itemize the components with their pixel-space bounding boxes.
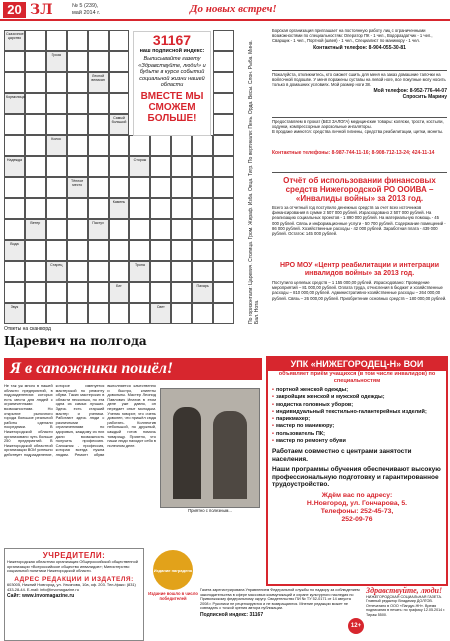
scanword-answer-cell[interactable] — [25, 51, 46, 72]
finance-report-body: Всего за отчетный год поступило денежных средств за счет всех источников финансирования в сумме 2 507 000 рублей. Израсходовано 2 507 000 рублей. На реализацию социальных проектов - 1 890 000 рублей. На материальную помощь - 45 000 рублей. Связь и информационные услуги - 50 700 рублей. Содержание помещений - 86 000 рублей. Хозяйственные расходы - 42 000 рублей. Заработная плата - 439 000 рублей. Остаток: 145 000 рублей. — [272, 205, 446, 237]
subscription-promo — [133, 31, 211, 136]
upk-subtitle: объявляет приём учащихся (в том числе инвалидов) по специальностям — [278, 371, 436, 384]
scanword-answer-cell[interactable] — [171, 240, 192, 261]
scanword-answer-cell[interactable] — [213, 72, 234, 93]
registration-info — [200, 588, 360, 618]
scanword-clue-cell: Гроза — [46, 51, 67, 72]
scanword-answer-cell[interactable] — [192, 198, 213, 219]
upk-contact-1: Ждём вас по адресу: — [321, 491, 393, 499]
scanword-answer-cell[interactable] — [88, 51, 109, 72]
job-notice-phone: Контактный телефон: 8-904-055-30-81 — [313, 44, 406, 51]
article-photo — [160, 388, 260, 508]
upk-contact-3: Телефоны: 252-45-73, — [320, 507, 394, 515]
upk-specialty-item: • мастер по маникюру; — [272, 423, 446, 430]
scanword-answer-cell[interactable] — [192, 219, 213, 240]
scanword-clue-cell: Тёплое место — [67, 177, 88, 198]
scanword-answer-cell[interactable] — [129, 282, 150, 303]
scanword-answer-cell[interactable] — [88, 135, 109, 156]
scanword-answer-cell[interactable] — [171, 177, 192, 198]
scanword-answer-cell[interactable] — [88, 198, 109, 219]
scanword-answer-cell[interactable] — [67, 156, 88, 177]
npo-report-body: Поступило целевых средств – 1 155 000,00 рублей. Израсходовано: Проведение мероприятий – 81 000,00 рублей. Оплата труда, отчисления в бюджет и хозяйственные расходы – 810 000,00 рублей. Административно-хозяйственные расходы – 264 000,00 рублей. Связь – 26 000,00 рублей. Приобретение основных средств – 180 000,00 рублей. — [272, 280, 447, 301]
scanword-answer-cell[interactable] — [46, 303, 67, 324]
scanword-answer-cell[interactable] — [67, 303, 88, 324]
photo-person-1 — [173, 407, 201, 499]
request-notice-text: Пожалуйста, откликнитесь, кто сможет сшить для меня на заказ домашние тапочки на войлочной подошве. У меня поражены суставы на левой ноге, все покупные могу носить только в домашних условиях. Мой размер ноги 38. — [272, 72, 446, 88]
divider — [272, 172, 447, 173]
scanword-answer-cell[interactable] — [88, 93, 109, 114]
upk-para-1: Работаем совместно с центрами занятости населения. — [272, 448, 412, 463]
scanword-answer-cell[interactable] — [4, 135, 25, 156]
scanword-answer-cell[interactable] — [4, 219, 25, 240]
scanword-answer-cell[interactable] — [67, 261, 88, 282]
scanword-answer-cell[interactable] — [192, 303, 213, 324]
scanword-answer-cell[interactable] — [171, 156, 192, 177]
upk-contact-4: 252-09-76 — [341, 515, 373, 523]
scanword-answer-cell[interactable] — [88, 261, 109, 282]
scanword-clue-cell: Звук — [4, 303, 25, 324]
scanword-answer-cell[interactable] — [67, 51, 88, 72]
editorial-heading: АДРЕС РЕДАКЦИИ И ИЗДАТЕЛЯ: — [14, 576, 134, 584]
divider — [272, 70, 447, 71]
scanword-clue-cell: Свет — [150, 303, 171, 324]
scanword-answer-cell[interactable] — [192, 177, 213, 198]
scanword-answer-cell[interactable] — [150, 261, 171, 282]
scanword-answer-cell[interactable] — [171, 198, 192, 219]
scanword-answer-cell[interactable] — [109, 135, 130, 156]
divider — [272, 117, 447, 118]
page-number: 20 — [3, 2, 26, 18]
scanword-answer-cell[interactable] — [213, 30, 234, 51]
scanword-answer-cell[interactable] — [171, 219, 192, 240]
scanword-answer-cell[interactable] — [109, 93, 130, 114]
scanword-answer-cell[interactable] — [213, 240, 234, 261]
scanword-clue-cell: Камень — [109, 198, 130, 219]
scanword-answer-cell[interactable] — [213, 114, 234, 135]
scanword-answer-cell[interactable] — [150, 282, 171, 303]
scanword-clue-cell: Старец — [46, 261, 67, 282]
scanword-answer-cell[interactable] — [88, 30, 109, 51]
upk-para-2: Наши программы обучения обеспечивают высокую профессиональную подготовку и гарантированное трудоустройство. — [272, 466, 441, 489]
scanword-clue-cell: Вода — [4, 240, 25, 261]
promo-cta: ВМЕСТЕ МЫ СМОЖЕМ БОЛЬШЕ! — [140, 91, 204, 125]
upk-contact — [268, 492, 446, 524]
scanword-answer-cell[interactable] — [109, 30, 130, 51]
header-rule — [0, 19, 450, 21]
scanword-answer-cell[interactable] — [67, 198, 88, 219]
scanword-answer-cell[interactable] — [192, 261, 213, 282]
scanword-answer-cell[interactable] — [150, 240, 171, 261]
upk-specialties — [272, 387, 446, 445]
scanword-answer-cell[interactable] — [4, 72, 25, 93]
issue-info — [72, 3, 100, 16]
scanword-answer-cell[interactable] — [129, 198, 150, 219]
scanword-answer-cell[interactable] — [67, 93, 88, 114]
scanword-answer-cell[interactable] — [46, 177, 67, 198]
scanword-answer-cell[interactable] — [192, 135, 213, 156]
scanword-answer-cell[interactable] — [213, 135, 234, 156]
upk-contact-2: Н.Новгород, ул. Гончарова, 5. — [306, 499, 408, 507]
scanword-answer-cell[interactable] — [67, 282, 88, 303]
scanword-answer-cell[interactable] — [129, 303, 150, 324]
scanword-clue-cell: Сторож — [129, 156, 150, 177]
upk-ad — [266, 356, 448, 586]
scanword-answers-label: Ответы на сканворд — [4, 326, 51, 332]
award-text: Издание вошло в число победителей — [148, 591, 198, 601]
scanword-answer-cell[interactable] — [150, 198, 171, 219]
scanword-answer-cell[interactable] — [213, 261, 234, 282]
scanword-answer-cell[interactable] — [213, 198, 234, 219]
scanword-answer-cell[interactable] — [109, 156, 130, 177]
rental-notice-text-2: В продаже имеются: средства личной гигиены, средства реабилитации, щетки, монеты. — [272, 129, 444, 135]
founders-heading: УЧРЕДИТЕЛИ: — [42, 551, 106, 560]
scanword-answer-cell[interactable] — [171, 303, 192, 324]
finance-report — [272, 176, 447, 236]
scanword-answer-cell[interactable] — [150, 219, 171, 240]
scanword-answer-cell[interactable] — [46, 156, 67, 177]
rental-contacts-text: Контактные телефоны: 8-987-744-11-16; 8-908-712-13-24; 424-11-14 — [272, 150, 435, 156]
scanword-answers: По горизонтали: Царевич. Столица. Гром. Жираф. Изба. Овца. Тигр. По вертикали: Пень. Орда. Весы. Слон. Рыба. Мина. Бал. Нота. — [248, 40, 260, 324]
scanword-answer-cell[interactable] — [109, 72, 130, 93]
scanword-answer-cell[interactable] — [171, 282, 192, 303]
scanword-answer-cell[interactable] — [213, 177, 234, 198]
scanword-clue-cell: Надежда — [4, 156, 25, 177]
scanword-answer-cell[interactable] — [109, 261, 130, 282]
scanword-clue-cell: Кормилица — [4, 93, 25, 114]
scanword-answer-cell[interactable] — [4, 261, 25, 282]
photo-person-2 — [213, 411, 247, 499]
scanword-answer-cell[interactable] — [192, 156, 213, 177]
scanword-answer-cell[interactable] — [67, 114, 88, 135]
scanword-answer-cell[interactable] — [25, 198, 46, 219]
rental-notice — [272, 119, 447, 135]
scanword-answer-cell[interactable] — [46, 72, 67, 93]
scanword-answer-cell[interactable] — [25, 156, 46, 177]
scanword-answer-cell[interactable] — [46, 114, 67, 135]
scanword-answer-cell[interactable] — [4, 177, 25, 198]
scanword-answer-cell[interactable] — [4, 114, 25, 135]
scanword-answer-cell[interactable] — [213, 51, 234, 72]
scanword-answer-cell[interactable] — [213, 303, 234, 324]
scanword-clue-cell: Бег — [109, 282, 130, 303]
upk-specialty-item: • пользователь ПК; — [272, 431, 446, 438]
scanword-answer-cell[interactable] — [46, 282, 67, 303]
scanword-answer-cell[interactable] — [67, 30, 88, 51]
upk-specialty-item: • парикмахер; — [272, 416, 446, 423]
promo-text: Выписывайте газету «Здравствуйте, люди!» и будьте в курсе событий социальной жизни нашей области — [138, 56, 206, 89]
scanword-clue-cell: Пастух — [88, 219, 109, 240]
rental-contacts — [272, 150, 447, 156]
scanword-clue-cell: Лесной великан — [88, 72, 109, 93]
request-notice — [272, 72, 447, 100]
header-slogan: До новых встреч! — [190, 3, 277, 15]
scanword-answer-cell[interactable] — [109, 240, 130, 261]
scanword-answer-cell[interactable] — [25, 282, 46, 303]
upk-specialty-item: • индивидуальный текстильно-галантерейных изделий; — [272, 409, 446, 416]
scanword-answer-cell[interactable] — [67, 240, 88, 261]
upk-title: УПК «НИЖЕГОРОДЕЦ-Н» ВОИ — [268, 358, 446, 371]
scanword-answer-cell[interactable] — [25, 135, 46, 156]
scanword-answer-cell[interactable] — [88, 177, 109, 198]
scanword-answer-cell[interactable] — [109, 303, 130, 324]
upk-specialty-item: • модистка головных уборов; — [272, 402, 446, 409]
scanword-answer-cell[interactable] — [46, 93, 67, 114]
scanword-clue-cell: Пахарь — [192, 282, 213, 303]
scanword-answer-cell[interactable] — [67, 72, 88, 93]
scanword-answer-cell[interactable] — [67, 219, 88, 240]
upk-specialty-item: • портной женской одежды; — [272, 387, 446, 394]
article-headline: Я в сапожники пошёл! — [4, 358, 262, 380]
article-body: Не так уж много в нашей области предприятий, в подразделениях которых есть места для людей с ограниченными возможностями. Но открытие рыночного города большое реальной работы сделали посредники. В Нижегородской области организовано чуть больше 250 предприятий. В Нижегородской областной организации ВОИ успешно действует подразделение, которое именуется мастерской по ремонту обуви. Таких мастерских в области несколько, но эта одна из самых лучших. Здесь есть старший мастер и ученики. Работают здесь люди с различными ограничениями по здоровью, каждому из них дали возможность получить профессию. Сапожник - профессия, которая всегда нужна людям. Ремонт обуви выполняется качественно и быстро, клиенты довольны. Мастер Леонид Павлович Ипатов в этом деле уже давно, он передает опыт молодым. Ученик говорит, что очень доволен, что пришёл сюда работать. Коллектив небольшой, но дружный, каждый готов помочь товарищу. Приятно, что наши люди находят себя в полезном деле. — [4, 383, 156, 457]
masthead-box — [366, 586, 448, 641]
promo-sub: наш подписной индекс: — [139, 48, 205, 54]
masthead-text: НИЖЕГОРОДСКАЯ СОЦИАЛЬНАЯ ГАЗЕТА. Главный редактор Владимир ДОЛГОВ. Отпечатано в ООО «Пандус-НН». Время подписания в печать: по графику 12.05.2014 г. Тираж 5500. — [366, 595, 446, 617]
scanword-answer-cell[interactable] — [213, 219, 234, 240]
request-notice-name: Спросить Марину — [402, 93, 447, 100]
award-badge — [148, 548, 198, 641]
registration-text: Газета зарегистрирована Управлением Федеральной службы по надзору за соблюдением законодательства в сфере массовых коммуникаций и охране культурного наследия по Приволжскому федеральному округу. Свидетельство ПИ № ТУ 52-0171 от 14 августа 2008 г. Рукописи не рецензируются и не возвращаются. Мнение редакции может не совпадать с точкой зрения автора публикации. — [200, 588, 360, 611]
scanword-answer-cell[interactable] — [4, 198, 25, 219]
scanword-answer-cell[interactable] — [213, 93, 234, 114]
scanword-clue-cell: Сказочное царство — [4, 30, 25, 51]
rental-notice-text: Предоставляем в прокат (БЕЗ ЗАЛОГА) медицинские товары: коляски, трости, костыли, ходунки, компрессорные аэрозольные ингаляторы. — [272, 119, 444, 130]
scanword-answer-cell[interactable] — [129, 135, 150, 156]
issue-number: № 5 (239), — [72, 3, 99, 9]
scanword-answer-cell[interactable] — [129, 240, 150, 261]
scanword-answer-cell[interactable] — [171, 135, 192, 156]
photo-caption: Приятно с полезным... — [188, 508, 232, 513]
scanword-answer-cell[interactable] — [25, 303, 46, 324]
upk-specialty-item: • закройщик женской и мужской одежды; — [272, 394, 446, 401]
site-link: Сайт: www.invomagazine.ru — [7, 592, 75, 599]
scanword-answer-cell[interactable] — [109, 177, 130, 198]
scanword-answer-cell[interactable] — [150, 156, 171, 177]
finance-report-title: Отчёт об использовании финансовых средств Нижегородской РО ООИВА – «Инвалиды войны» за 2013 год. — [283, 176, 436, 203]
scanword-answer-cell[interactable] — [46, 198, 67, 219]
scanword-answer-cell[interactable] — [88, 240, 109, 261]
age-rating-badge: 12+ — [348, 618, 364, 634]
npo-report-title: НРО МОУ «Центр реабилитации и интеграции инвалидов войны» за 2013 год. — [280, 262, 439, 277]
editorial-text: 603005, Нижний Новгород, ул. Ульянова, 10а, оф. 203. Тел./факс: (831) 433-28-44. E-mail: info@invomagazine.ru — [7, 582, 136, 592]
scanword-answer-cell[interactable] — [150, 135, 171, 156]
masthead-logo: Здравствуйте, люди! — [366, 586, 443, 595]
scanword-answer-cell[interactable] — [25, 114, 46, 135]
scanword-answer-cell[interactable] — [46, 30, 67, 51]
scanword-answer-cell[interactable] — [129, 219, 150, 240]
request-notice-phone: Мой телефон: 8-952-776-44-07 — [373, 87, 447, 94]
newspaper-logo: ЗЛ — [30, 2, 53, 18]
founders-box — [4, 548, 144, 641]
scanword-answer-cell[interactable] — [4, 282, 25, 303]
promo-number: 31167 — [152, 32, 192, 48]
issue-date: май 2014 г. — [72, 9, 101, 16]
scanword-answer-cell[interactable] — [88, 156, 109, 177]
scanword-answer-cell[interactable] — [213, 156, 234, 177]
scanword-answer-cell[interactable] — [25, 72, 46, 93]
scanword-answer-cell[interactable] — [25, 240, 46, 261]
scanword-answer-cell[interactable] — [46, 240, 67, 261]
scanword-answer-cell[interactable] — [150, 177, 171, 198]
scanword-answer-cell[interactable] — [25, 261, 46, 282]
scanword-answer-cell[interactable] — [88, 114, 109, 135]
scanword-answer-cell[interactable] — [88, 303, 109, 324]
subscription-index: Подписной индекс: 31167 — [200, 611, 264, 618]
job-notice — [272, 28, 447, 51]
scanword-clue-cell: Колос — [46, 135, 67, 156]
job-notice-text: Борская организация приглашает на постоянную работу лиц с ограниченными возможностями по специальностям: Оператор ПК - 1 чел., Водораздатчик - 1 чел., Сварщик - 1 чел., Портной (швея) - 1 чел., Специалист по маникюру - 1 чел. — [272, 28, 433, 44]
scanword-answer-cell[interactable] — [88, 282, 109, 303]
scanword-answer-cell[interactable] — [25, 177, 46, 198]
scanword-answer-cell[interactable] — [192, 240, 213, 261]
scanword-answer-cell[interactable] — [213, 282, 234, 303]
scanword-answer-cell[interactable] — [4, 51, 25, 72]
scanword-answer-cell[interactable] — [171, 261, 192, 282]
scanword-clue-cell: Самый большой — [109, 114, 130, 135]
npo-report — [272, 262, 447, 301]
scanword-answer-cell[interactable] — [25, 30, 46, 51]
upk-specialty-item: • мастер по ремонту обуви — [272, 438, 446, 445]
award-medal-icon: Издание наградено — [153, 550, 193, 590]
founders-text: Нижегородская областная организация Общероссийской общественной организации «Всероссийское общество инвалидов»; Министерство социальной политики Нижегородской области. — [7, 559, 138, 574]
scanword-clue-cell: Тропа — [129, 261, 150, 282]
scanword-answer-cell[interactable] — [67, 135, 88, 156]
scanword-answer-cell[interactable] — [46, 219, 67, 240]
scanword-answer-cell[interactable] — [109, 219, 130, 240]
scanword-title: Царевич на полгода — [4, 334, 147, 348]
scanword-clue-cell: Ветер — [25, 219, 46, 240]
scanword-answer-cell[interactable] — [129, 177, 150, 198]
scanword-answer-cell[interactable] — [25, 93, 46, 114]
scanword-answer-cell[interactable] — [109, 51, 130, 72]
